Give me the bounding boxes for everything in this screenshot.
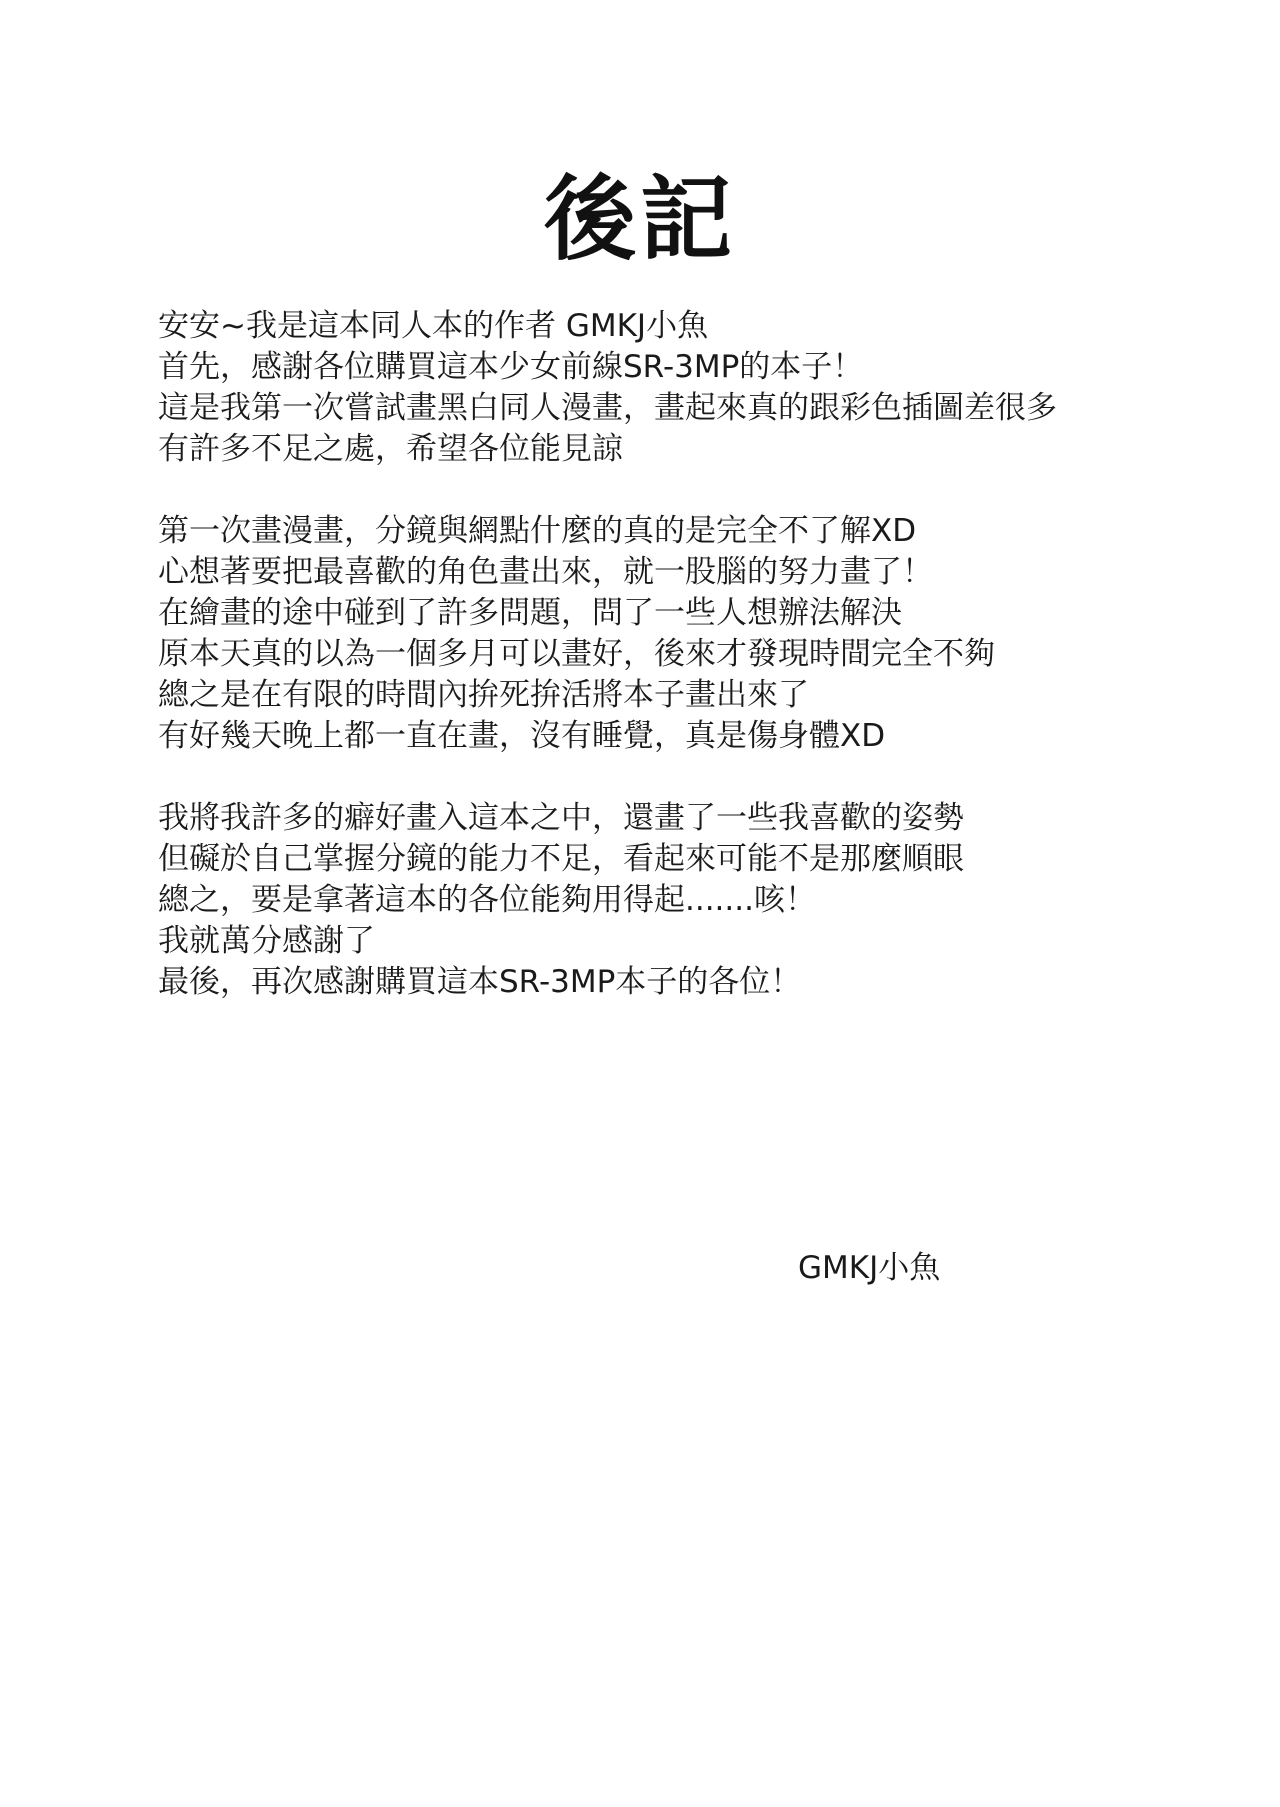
text-line: 首先，感謝各位購買這本少女前線SR-3MP的本子！ [158,349,864,385]
text-line: 原本天真的以為一個多月可以畫好，後來才發現時間完全不夠 [158,636,995,672]
paragraph-closing [158,798,1158,1003]
author-signature: GMKJ小魚 [798,1250,941,1286]
text-line: 總之，要是拿著這本的各位能夠用得起.......咳！ [158,882,816,918]
text-line: 最後，再次感謝購買這本SR-3MP本子的各位！ [158,964,802,1000]
paragraph-intro [158,306,1158,470]
page-title: 後記 [543,166,736,273]
text-line: 我就萬分感謝了 [158,923,375,959]
text-line: 有許多不足之處，希望各位能見諒 [158,431,623,467]
paragraph-process [158,511,1158,757]
text-line: 在繪畫的途中碰到了許多問題，問了一些人想辦法解決 [158,595,902,631]
text-line: 第一次畫漫畫，分鏡與網點什麼的真的是完全不了解XD [158,513,917,549]
text-line: 心想著要把最喜歡的角色畫出來，就一股腦的努力畫了！ [158,554,933,590]
text-line: 有好幾天晚上都一直在畫，沒有睡覺，真是傷身體XD [158,718,886,754]
text-line: 總之是在有限的時間內拚死拚活將本子畫出來了 [158,677,809,713]
text-line: 我將我許多的癖好畫入這本之中，還畫了一些我喜歡的姿勢 [158,800,964,836]
afterword-body [158,306,1158,1003]
text-line: 這是我第一次嘗試畫黑白同人漫畫，畫起來真的跟彩色插圖差很多 [158,390,1057,426]
text-line: 但礙於自己掌握分鏡的能力不足，看起來可能不是那麼順眼 [158,841,964,877]
text-line: 安安~我是這本同人本的作者 GMKJ小魚 [158,308,709,344]
